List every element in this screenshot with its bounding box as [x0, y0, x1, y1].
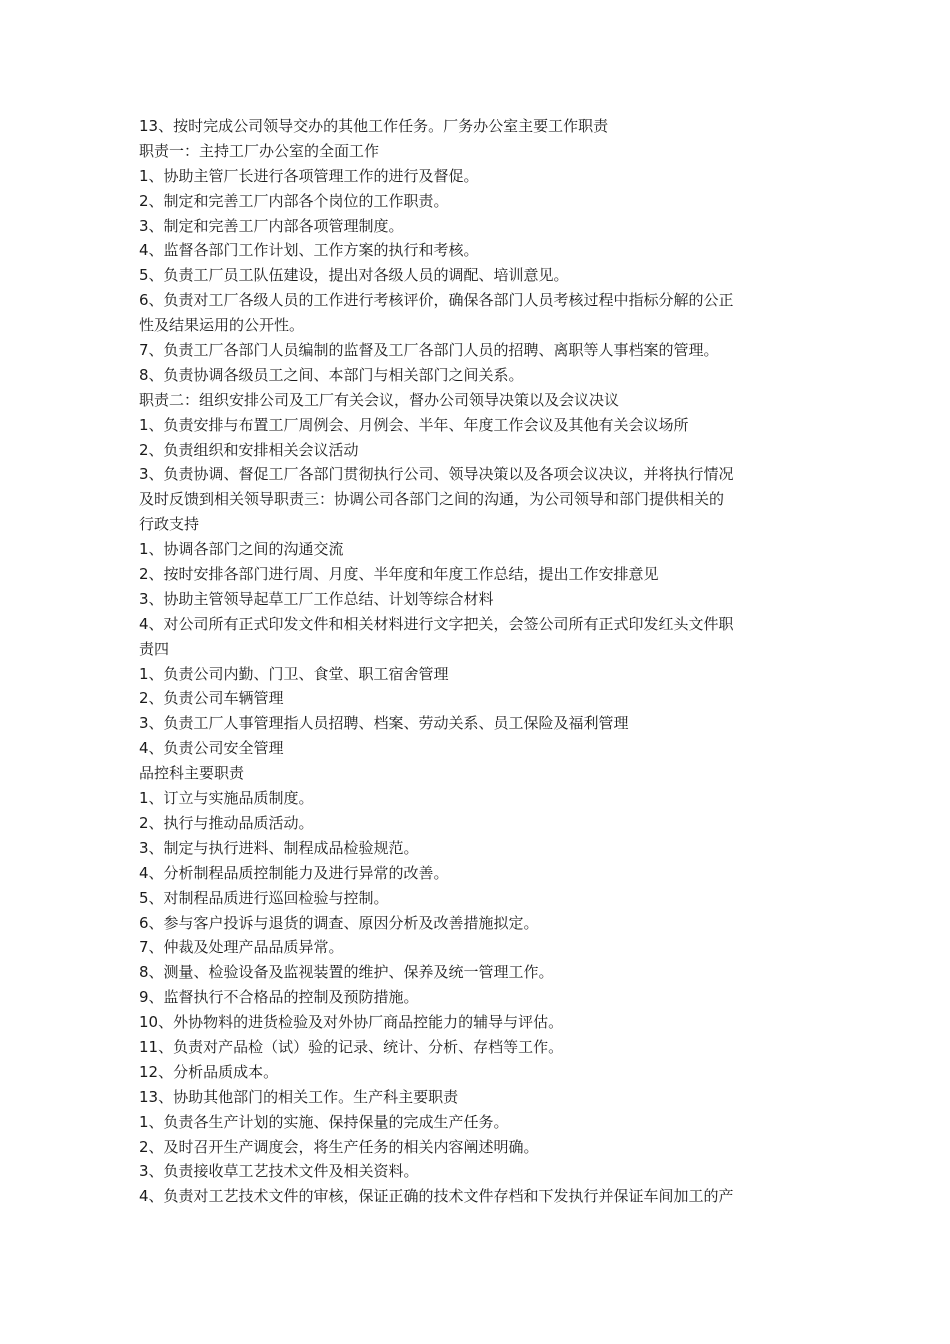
text-line: 5、对制程品质进行巡回检验与控制。	[139, 888, 389, 907]
text-line: 9、监督执行不合格品的控制及预防措施。	[139, 988, 419, 1007]
text-line: 4、分析制程品质控制能力及进行异常的改善。	[139, 863, 449, 882]
text-line: 7、仲裁及处理产品品质异常。	[139, 938, 344, 957]
text-line: 3、负责工厂人事管理指人员招聘、档案、劳动关系、员工保险及福利管理	[139, 714, 629, 733]
text-line: 11、负责对产品检（试）验的记录、统计、分析、存档等工作。	[139, 1037, 564, 1056]
text-line: 2、制定和完善工厂内部各个岗位的工作职责。	[139, 191, 449, 210]
text-line: 1、协调各部门之间的沟通交流	[139, 540, 344, 559]
text-line: 品控科主要职责	[139, 764, 245, 783]
text-line: 1、订立与实施品质制度。	[139, 789, 314, 808]
text-line: 2、负责公司车辆管理	[139, 689, 284, 708]
text-line: 6、负责对工厂各级人员的工作进行考核评价，确保各部门人员考核过程中指标分解的公正	[139, 291, 734, 310]
text-line: 1、协助主管厂长进行各项管理工作的进行及督促。	[139, 166, 479, 185]
text-line: 1、负责安排与布置工厂周例会、月例会、半年、年度工作会议及其他有关会议场所	[139, 415, 689, 434]
text-line: 12、分析品质成本。	[139, 1062, 279, 1081]
text-line: 4、负责对工艺技术文件的审核，保证正确的技术文件存档和下发执行并保证车间加工的产	[139, 1187, 734, 1206]
text-line: 2、执行与推动品质活动。	[139, 813, 314, 832]
text-line: 8、测量、检验设备及监视装置的维护、保养及统一管理工作。	[139, 963, 554, 982]
text-line: 3、制定与执行进料、制程成品检验规范。	[139, 838, 419, 857]
document-body	[139, 114, 819, 1209]
text-line: 2、负责组织和安排相关会议活动	[139, 440, 359, 459]
text-line: 3、负责协调、督促工厂各部门贯彻执行公司、领导决策以及各项会议决议，并将执行情况	[139, 465, 734, 484]
text-line: 8、负责协调各级员工之间、本部门与相关部门之间关系。	[139, 365, 524, 384]
text-line: 1、负责公司内勤、门卫、食堂、职工宿舍管理	[139, 664, 449, 683]
text-line: 2、按时安排各部门进行周、月度、半年度和年度工作总结，提出工作安排意见	[139, 565, 659, 584]
text-line: 3、制定和完善工厂内部各项管理制度。	[139, 216, 404, 235]
text-line: 行政支持	[139, 515, 200, 534]
text-line: 责四	[139, 639, 170, 658]
text-line: 3、协助主管领导起草工厂工作总结、计划等综合材料	[139, 589, 494, 608]
text-line: 4、负责公司安全管理	[139, 739, 284, 758]
text-line: 6、参与客户投诉与退货的调查、原因分析及改善措施拟定。	[139, 913, 539, 932]
text-line: 13、按时完成公司领导交办的其他工作任务。厂务办公室主要工作职责	[139, 117, 609, 135]
text-line: 3、负责接收草工艺技术文件及相关资料。	[139, 1162, 419, 1181]
text-line: 4、对公司所有正式印发文件和相关材料进行文字把关，会签公司所有正式印发红头文件职	[139, 614, 734, 633]
text-line: 7、负责工厂各部门人员编制的监督及工厂各部门人员的招聘、离职等人事档案的管理。	[139, 341, 719, 360]
text-line: 2、及时召开生产调度会，将生产任务的相关内容阐述明确。	[139, 1137, 539, 1156]
text-line: 4、监督各部门工作计划、工作方案的执行和考核。	[139, 241, 479, 260]
text-line: 职责一：主持工厂办公室的全面工作	[139, 141, 380, 160]
text-line: 职责二：组织安排公司及工厂有关会议，督办公司领导决策以及会议决议	[139, 390, 620, 409]
text-line: 10、外协物料的进货检验及对外协厂商品控能力的辅导与评估。	[139, 1013, 564, 1032]
text-line: 性及结果运用的公开性。	[139, 316, 305, 335]
text-line: 5、负责工厂员工队伍建设，提出对各级人员的调配、培训意见。	[139, 266, 569, 285]
text-line: 及时反馈到相关领导职责三：协调公司各部门之间的沟通，为公司领导和部门提供相关的	[139, 490, 725, 509]
text-line: 13、协助其他部门的相关工作。生产科主要职责	[139, 1087, 459, 1106]
text-line: 1、负责各生产计划的实施、保持保量的完成生产任务。	[139, 1112, 509, 1131]
